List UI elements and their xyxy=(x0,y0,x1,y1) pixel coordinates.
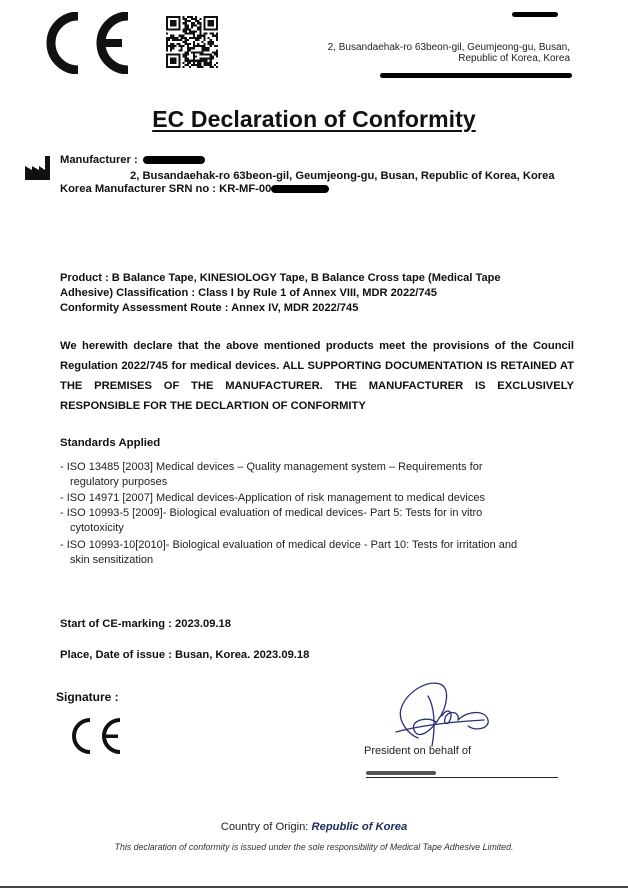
declaration-paragraph: We herewith declare that the above mentioned products meet the provisions of the Council Regulation 2022/745 for medical devices. ALL SUPPORTING DOCUMENTATION IS RETAINED AT THE PREMISES OF THE MANUFACTURER. THE MANUFACTURER IS EXCLUSIVELY RESPONSIBLE FOR THE DECLARTION OF CONFORMITY xyxy=(60,340,574,412)
standard-item-3 xyxy=(60,538,560,568)
product-line3: Conformity Assessment Route : Annex IV, MDR 2022/745 xyxy=(60,302,359,314)
standard-item-line1: - ISO 14971 [2007] Medical devices-Application of risk management to medical devices xyxy=(60,492,485,504)
standards-heading: Standards Applied xyxy=(60,437,161,449)
president-text: President on behalf of xyxy=(364,745,472,757)
qr-code-icon xyxy=(166,16,218,68)
srn-redaction xyxy=(271,185,329,193)
srn-label: Korea Manufacturer SRN no : KR-MF-00 xyxy=(60,183,272,195)
standard-item-line2: skin sensitization xyxy=(70,554,154,566)
product-line1: Product : B Balance Tape, KINESIOLOGY Tape, B Balance Cross tape (Medical Tape xyxy=(60,272,501,284)
manufacturer-line xyxy=(60,153,205,167)
ce-marking-start: Start of CE-marking : 2023.09.18 xyxy=(60,618,231,630)
ce-mark-icon xyxy=(66,716,124,756)
header-redaction xyxy=(512,6,558,12)
manufacturer-label: Manufacturer : xyxy=(60,154,138,166)
header-address-line2: Republic of Korea, Korea xyxy=(458,53,570,64)
signature-label: Signature : xyxy=(56,690,119,704)
standard-item-line1: - ISO 10993-10[2010]- Biological evaluation of medical device - Part 10: Tests for irritation and xyxy=(60,539,518,551)
manufacturer-address: 2, Busandaehak-ro 63beon-gil, Geumjeong-gu, Busan, Republic of Korea, Korea xyxy=(130,170,555,182)
signature-line xyxy=(366,777,558,778)
footer-note: This declaration of conformity is issued under the sole responsibility of Medical Tape Adhesive Limited. xyxy=(114,842,514,852)
page-title: EC Declaration of Conformity xyxy=(152,106,476,132)
standard-item-line1: - ISO 13485 [2003] Medical devices – Quality management system – Requirements for xyxy=(60,461,483,473)
standard-item-2 xyxy=(60,506,560,536)
company-redaction xyxy=(366,764,436,782)
standard-item-line1: - ISO 10993-5 [2009]- Biological evaluation of medical devices- Part 5: Tests for in vitro xyxy=(60,507,483,519)
product-line2: Adhesive) Classification : Class I by Rule 1 of Annex VIII, MDR 2022/745 xyxy=(60,287,437,299)
standard-item-1 xyxy=(60,491,560,506)
factory-icon xyxy=(25,156,51,180)
standard-item-0 xyxy=(60,460,560,490)
header-address-line1: 2, Busandaehak-ro 63beon-gil, Geumjeong-gu, Busan, xyxy=(327,42,570,53)
country-of-origin xyxy=(0,821,628,833)
origin-country: Republic of Korea xyxy=(311,821,408,833)
origin-prefix: Country of Origin: xyxy=(220,821,312,833)
srn-line xyxy=(60,182,329,196)
place-date-of-issue: Place, Date of issue : Busan, Korea. 2023.09.18 xyxy=(60,649,310,661)
standard-item-line2: cytotoxicity xyxy=(70,522,124,534)
manufacturer-name-redaction xyxy=(143,156,205,164)
ce-mark-icon xyxy=(38,12,134,74)
header-phone-redaction xyxy=(380,67,572,85)
standard-item-line2: regulatory purposes xyxy=(70,476,168,488)
